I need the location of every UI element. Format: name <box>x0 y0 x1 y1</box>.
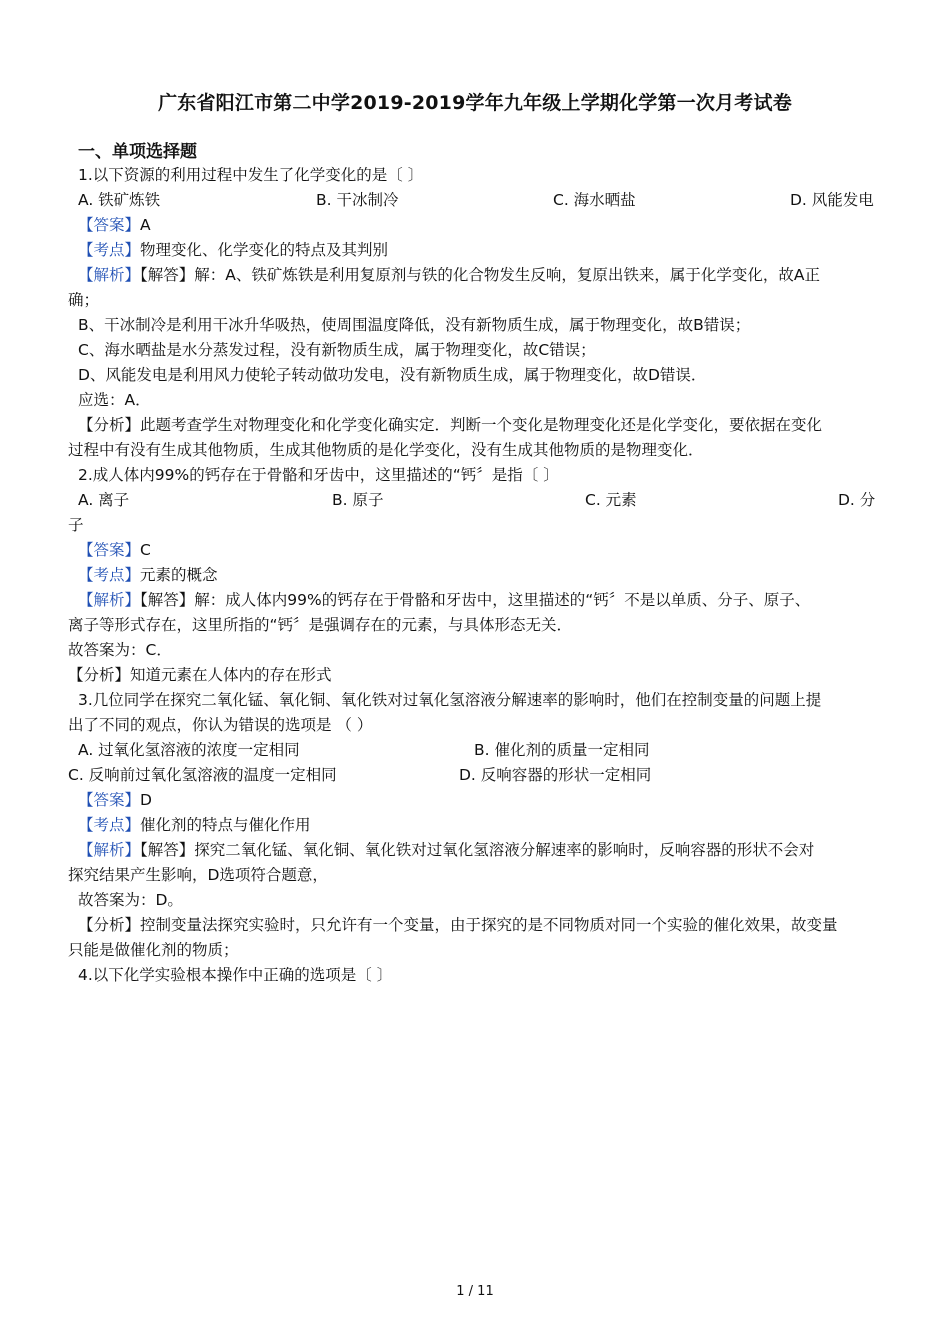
question-4-stem: 4.以下化学实验根本操作中正确的选项是〔 〕 <box>78 966 393 984</box>
q3-point <box>78 813 311 838</box>
q1-point <box>78 238 388 263</box>
q2-option-b: B. 原子 <box>332 491 384 509</box>
analysis-text: 【解答】解：A、铁矿炼铁是利用复原剂与铁的化合物发生反响，复原出铁来，属于化学变化，故A正 <box>140 266 820 284</box>
q1-analysis-c: C、海水晒盐是水分蒸发过程，没有新物质生成，属于物理变化，故C错误； <box>78 341 596 359</box>
point-tag: 【考点】 <box>78 241 141 259</box>
q3-option-d: D. 反响容器的形状一定相同 <box>459 766 652 784</box>
q1-fenxi-cont: 过程中有没有生成其他物质，生成其他物质的是化学变化，没有生成其他物质的是物理变化． <box>68 441 704 459</box>
q1-analysis-cont: 确； <box>68 291 100 309</box>
q3-fenxi: 【分析】控制变量法探究实验时，只允许有一个变量，由于探究的是不同物质对同一个实验的催化效果，故变量 <box>78 916 838 934</box>
answer-value: A <box>140 216 151 234</box>
q3-option-b: B. 催化剂的质量一定相同 <box>474 741 650 759</box>
q3-conclusion: 故答案为：D。 <box>78 891 183 909</box>
q3-option-c: C. 反响前过氧化氢溶液的温度一定相同 <box>68 766 337 784</box>
analysis-text: 【解答】探究二氧化锰、氧化铜、氧化铁对过氧化氢溶液分解速率的影响时，反响容器的形状不会对 <box>140 841 815 859</box>
point-tag: 【考点】 <box>78 566 141 584</box>
q2-option-d-wrap: 子 <box>68 516 84 534</box>
answer-tag: 【答案】 <box>78 541 141 559</box>
point-tag: 【考点】 <box>78 816 141 834</box>
page-number: 1 / 11 <box>456 1284 494 1299</box>
analysis-tag: 【解析】 <box>78 266 141 284</box>
q2-fenxi: 【分析】知道元素在人体内的存在形式 <box>68 666 332 684</box>
q1-choose: 应选：A． <box>78 391 151 409</box>
question-1-stem: 1.以下资源的利用过程中发生了化学变化的是〔 〕 <box>78 166 424 184</box>
point-value: 物理变化、化学变化的特点及其判别 <box>140 241 389 259</box>
analysis-tag: 【解析】 <box>78 591 141 609</box>
answer-tag: 【答案】 <box>78 216 141 234</box>
q2-option-a: A. 离子 <box>78 491 130 509</box>
q1-option-c: C. 海水晒盐 <box>553 191 636 209</box>
q3-answer <box>78 788 152 813</box>
analysis-tag: 【解析】 <box>78 841 141 859</box>
section-heading: 一、单项选择题 <box>78 142 197 162</box>
question-3-stem-cont: 出了不同的观点，你认为错误的选项是 （ ） <box>68 716 373 734</box>
q1-answer <box>78 213 151 238</box>
q2-option-d: D. 分 <box>838 491 876 509</box>
question-3-stem: 3.几位同学在探究二氧化锰、氧化铜、氧化铁对过氧化氢溶液分解速率的影响时，他们在控制变量的问题上提 <box>78 691 822 709</box>
q3-option-a: A. 过氧化氢溶液的浓度一定相同 <box>78 741 300 759</box>
point-value: 催化剂的特点与催化作用 <box>140 816 311 834</box>
q3-fenxi-cont: 只能是做催化剂的物质； <box>68 941 239 959</box>
q1-option-d: D. 风能发电 <box>790 191 874 209</box>
q1-fenxi: 【分析】此题考查学生对物理变化和化学变化确实定．判断一个变化是物理变化还是化学变化，要依据在变化 <box>78 416 823 434</box>
answer-value: C <box>140 541 151 559</box>
q1-analysis-b: B、干冰制冷是利用干冰升华吸热，使周围温度降低，没有新物质生成，属于物理变化，故B错误； <box>78 316 751 334</box>
answer-value: D <box>140 791 152 809</box>
question-2-stem: 2.成人体内99%的钙存在于骨骼和牙齿中，这里描述的“钙〞是指〔 〕 <box>78 466 559 484</box>
q2-point <box>78 563 218 588</box>
q2-analysis <box>78 588 810 613</box>
q1-analysis-d: D、风能发电是利用风力使轮子转动做功发电，没有新物质生成，属于物理变化，故D错误． <box>78 366 707 384</box>
q2-option-c: C. 元素 <box>585 491 637 509</box>
page-title: 广东省阳江市第二中学2019-2019学年九年级上学期化学第一次月考试卷 <box>158 92 792 114</box>
q2-conclusion: 故答案为：C． <box>68 641 172 659</box>
q3-analysis <box>78 838 814 863</box>
q1-option-b: B. 干冰制冷 <box>316 191 399 209</box>
q2-answer <box>78 538 151 563</box>
answer-tag: 【答案】 <box>78 791 141 809</box>
point-value: 元素的概念 <box>140 566 218 584</box>
analysis-text: 【解答】解：成人体内99%的钙存在于骨骼和牙齿中，这里描述的“钙〞不是以单质、分子、原子、 <box>140 591 811 609</box>
q3-analysis-cont: 探究结果产生影响，D选项符合题意， <box>68 866 328 884</box>
q1-option-a: A. 铁矿炼铁 <box>78 191 161 209</box>
q2-analysis-cont: 离子等形式存在，这里所指的“钙〞是强调存在的元素，与具体形态无关． <box>68 616 573 634</box>
q1-analysis <box>78 263 820 288</box>
